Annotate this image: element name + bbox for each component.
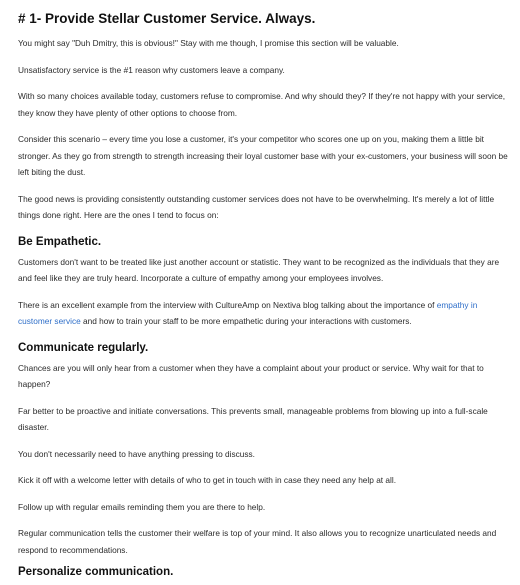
empathy-in-customer-service-link[interactable]: empathy in customer service [18, 299, 478, 326]
empathy-paragraph-2 [18, 297, 510, 330]
empathy-paragraph-2-start: There is an excellent example from the interview with CultureAmp on Nextiva blog talking about the importance of [18, 299, 437, 310]
communicate-paragraph-6: Regular communication tells the customer their welfare is top of your mind. It also allows you to recognize unarticulated needs and respond to recommendations. [18, 528, 497, 555]
intro-paragraph-2: Unsatisfactory service is the #1 reason why customers leave a company. [18, 64, 285, 75]
personalize-heading: Personalize communication. [18, 566, 174, 578]
article [18, 10, 510, 584]
intro-paragraph-5: The good news is providing consistently outstanding customer services does not have to be overwhelming. It's merely a lot of little things done right. Here are the ones I tend to focus on: [18, 193, 495, 220]
empathy-heading: Be Empathetic. [18, 235, 102, 248]
communicate-paragraph-1: Chances are you will only hear from a customer when they have a complaint about your product or service. Why wait for that to happen? [18, 362, 484, 389]
empathy-paragraph-1: Customers don't want to be treated like just another account or statistic. They want to be recognized as the individuals that they are and feel like they are truly heard. Incorporate a culture of empathy among your employees involves. [18, 256, 500, 283]
communicate-paragraph-3: You don't necessarily need to have anything pressing to discuss. [18, 448, 255, 459]
intro-paragraph-3: With so many choices available today, customers refuse to compromise. And why should they? If they're not happy with your service, they know they have plenty of other options to choose from. [18, 91, 506, 118]
section-title: # 1- Provide Stellar Customer Service. Always. [18, 11, 316, 26]
intro-paragraph-4: Consider this scenario – every time you lose a customer, it's your competitor who scores one up on you, making them a little bit stronger. As they go from strength to strength increasing their loyal customer base with your ex-customers, your business will soon be left biting the dust. [18, 134, 508, 177]
communicate-heading: Communicate regularly. [18, 341, 149, 354]
intro-paragraph-1: You might say "Duh Dmitry, this is obvious!" Stay with me though, I promise this section will be valuable. [18, 38, 399, 48]
communicate-paragraph-5: Follow up with regular emails reminding them you are there to help. [18, 501, 266, 512]
communicate-paragraph-2: Far better to be proactive and initiate conversations. This prevents small, manageable problems from blowing up into a full-scale disaster. [18, 405, 488, 432]
empathy-paragraph-2-end: and how to train your staff to be more empathetic during your interactions with customers. [80, 316, 412, 326]
communicate-paragraph-4: Kick it off with a welcome letter with details of who to get in touch with in case they need any help at all. [18, 475, 397, 485]
